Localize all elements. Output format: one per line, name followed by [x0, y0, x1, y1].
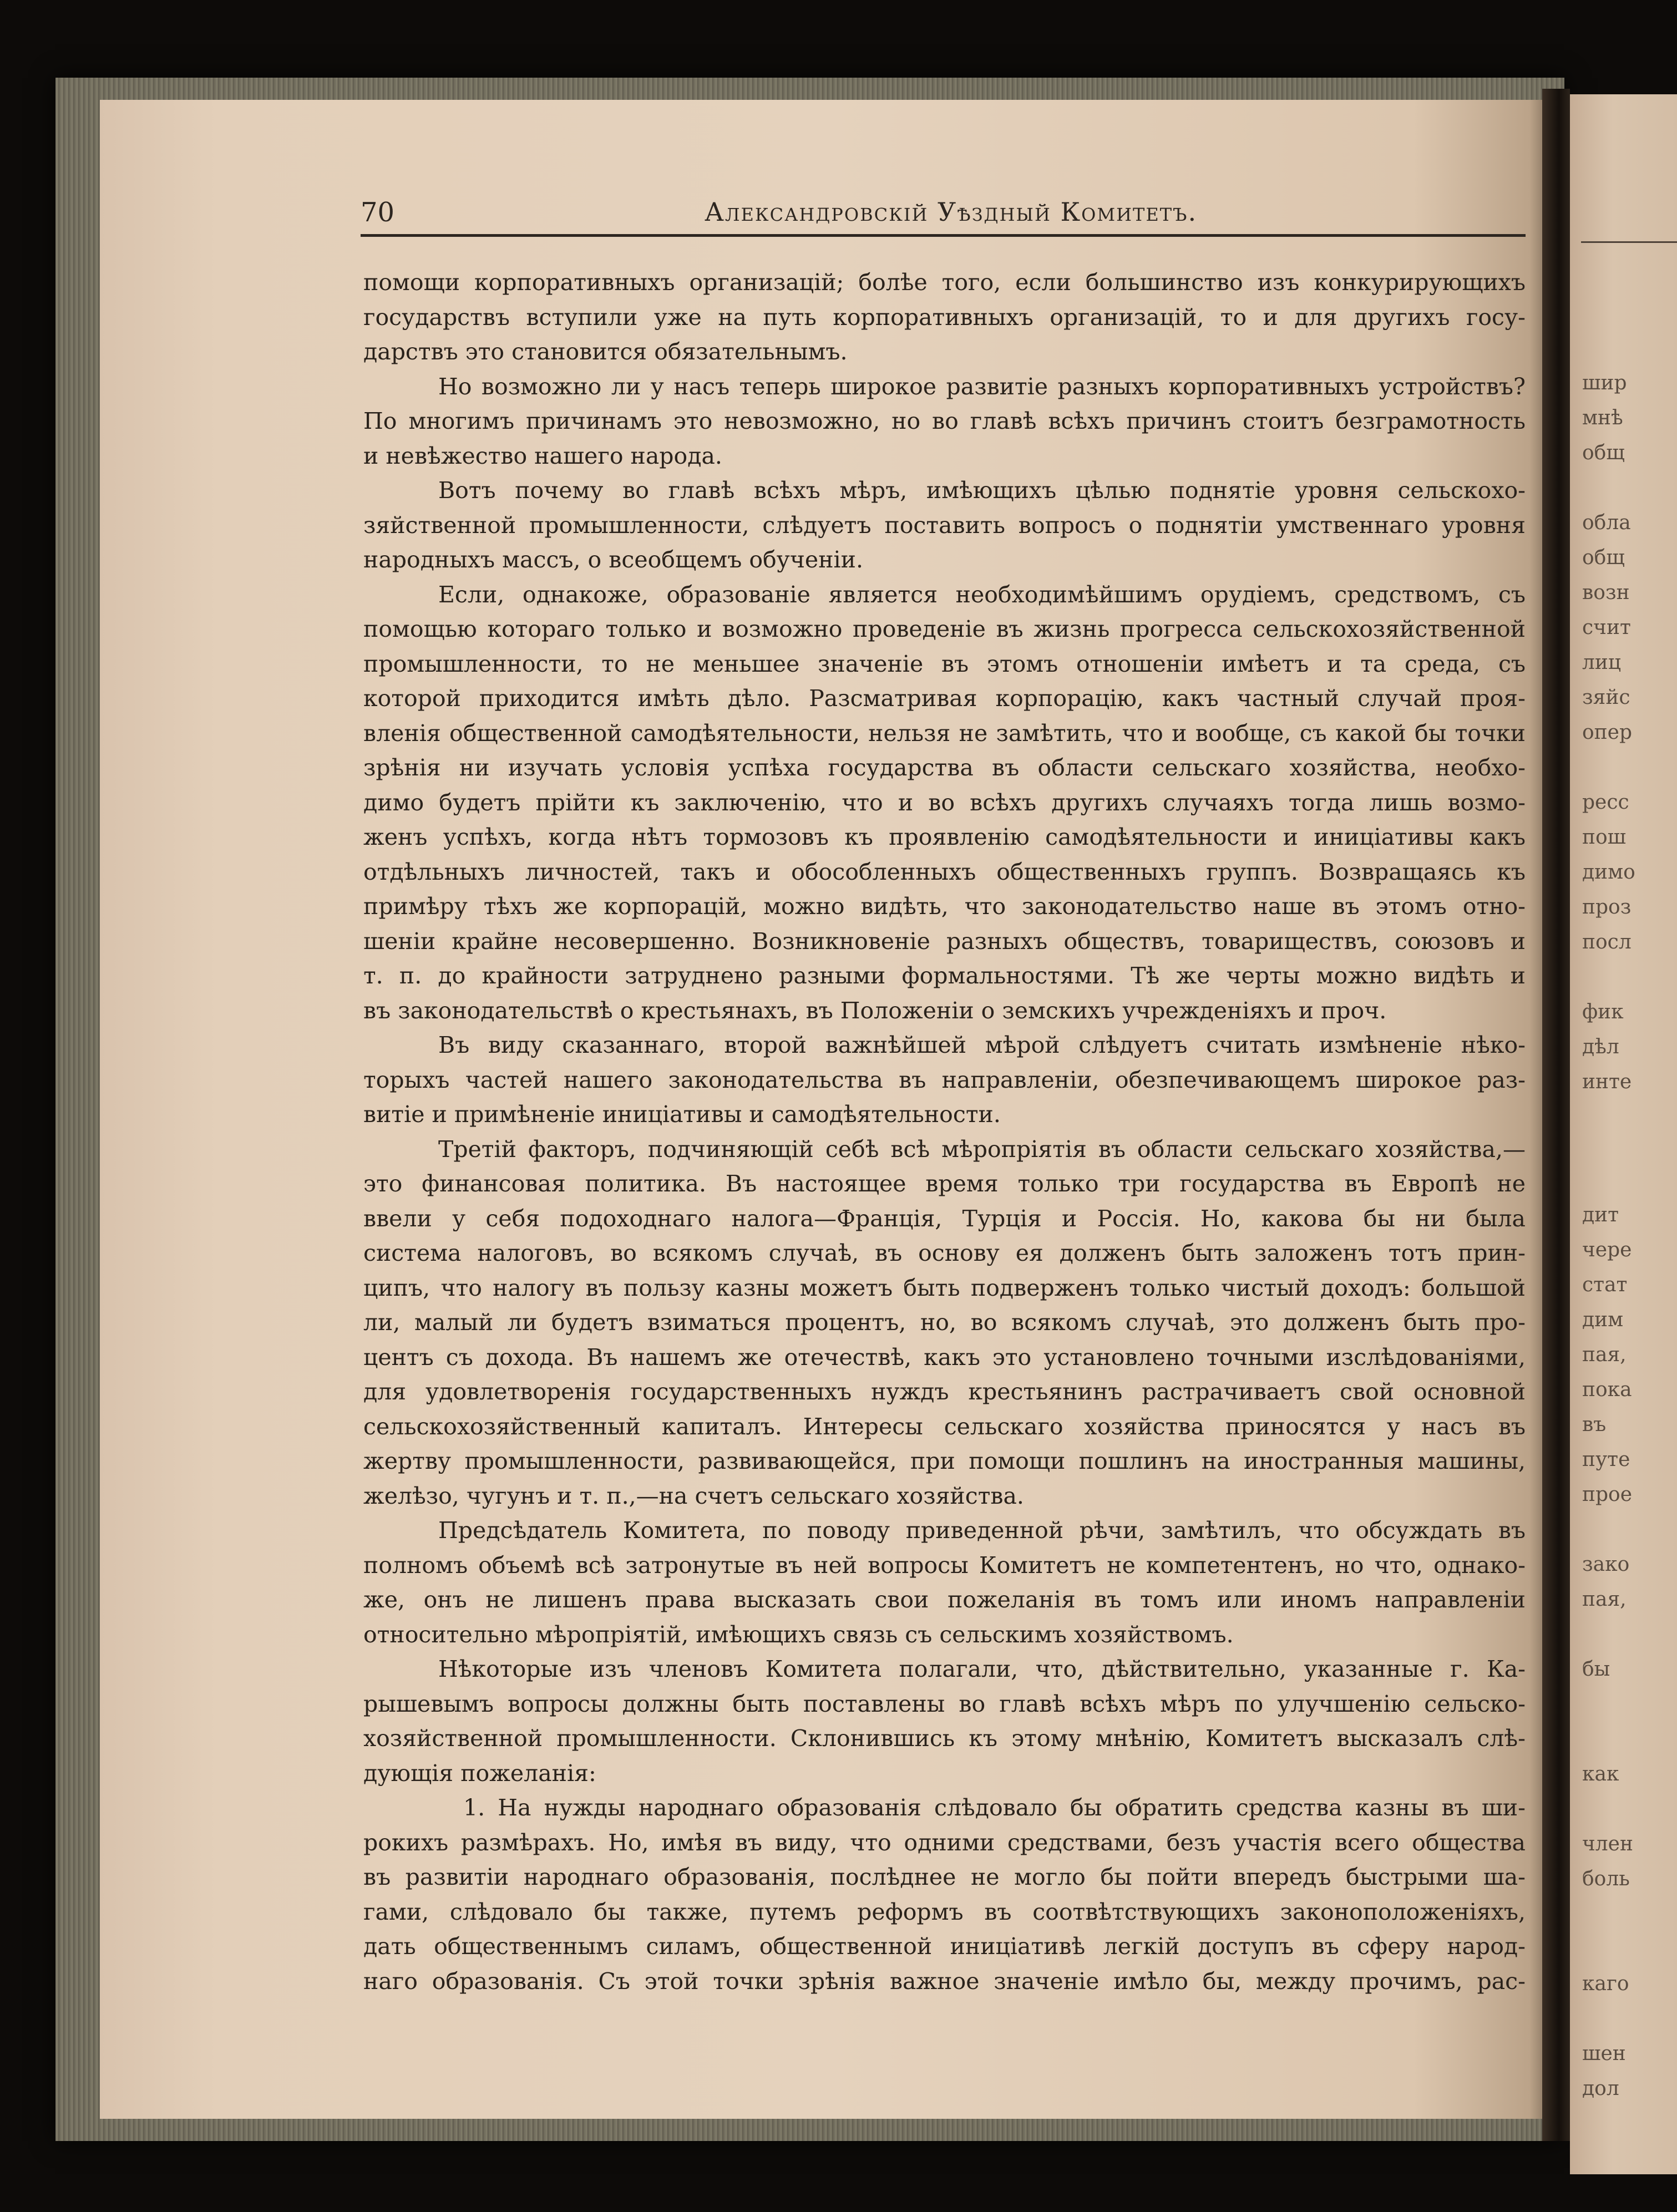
next-page-fragment: посл [1582, 931, 1632, 953]
text-line: помощью котораго только и возможно проведеніе въ жизнь прогресса сельскохозяйственной [363, 616, 1526, 642]
next-page-fragment: обла [1582, 511, 1631, 534]
text-line: отдѣльныхъ личностей, такъ и обособленныхъ общественныхъ группъ. Возвращаясь къ [363, 858, 1526, 885]
text-line: Но возможно ли у насъ теперь широкое развитіе разныхъ корпоративныхъ устройствъ? [438, 373, 1526, 400]
text-line: народныхъ массъ, о всеобщемъ обученіи. [363, 546, 863, 573]
text-line: помощи корпоративныхъ организацій; болѣе того, если большинство изъ конкурирующихъ [363, 269, 1526, 296]
next-page-fragment: въ [1582, 1413, 1607, 1436]
paragraph [363, 1513, 1526, 1652]
text-line: Если, однакоже, образованіе является необходимѣйшимъ орудіемъ, средствомъ, съ [438, 581, 1526, 608]
text-line: для удовлетворенія государственныхъ нуждъ крестьянинъ растрачиваетъ свой основной [363, 1378, 1526, 1405]
text-line: которой приходится имѣть дѣло. Разсматривая корпорацію, какъ частный случай проя- [363, 685, 1526, 712]
next-page-fragment: член [1582, 1833, 1633, 1855]
text-line: димо будетъ прійти къ заключенію, что и во всѣхъ другихъ случаяхъ тогда лишь возмо- [363, 789, 1526, 816]
next-page-fragment: фик [1582, 1001, 1624, 1023]
text-line: ли, малый ли будетъ взиматься процентъ, но, во всякомъ случаѣ, это долженъ быть про- [363, 1309, 1526, 1336]
next-page-fragment: пош [1582, 826, 1627, 849]
text-line: вленія общественной самодѣятельности, нельзя не замѣтить, что и вообще, съ какой бы точки [363, 719, 1526, 747]
next-page-fragment: дим [1582, 1308, 1624, 1331]
next-page-fragment: общ [1582, 546, 1625, 569]
text-line: относительно мѣропріятій, имѣющихъ связь съ сельскимъ хозяйствомъ. [363, 1621, 1234, 1648]
text-line: дарствъ это становится обязательнымъ. [363, 338, 848, 365]
text-line: же, онъ не лишенъ права высказать свои пожеланія въ томъ или иномъ направленіи [363, 1586, 1526, 1613]
next-page-header-rule [1581, 241, 1677, 243]
text-line: Нѣкоторые изъ членовъ Комитета полагали, что, дѣйствительно, указанные г. Ка- [438, 1656, 1526, 1682]
next-page-fragment: чере [1582, 1239, 1632, 1261]
text-line: въ законодательствѣ о крестьянахъ, въ Положеніи о земскихъ учрежденіяхъ и проч. [363, 997, 1387, 1024]
text-line: женъ успѣхъ, когда нѣтъ тормозовъ къ проявленію самодѣятельности и иниціативы какъ [363, 824, 1526, 850]
text-line: витіе и примѣненіе иниціативы и самодѣятельности. [363, 1101, 1001, 1128]
next-page-fragment: счит [1582, 616, 1631, 639]
next-page-fragment: инте [1582, 1071, 1632, 1093]
text-line: хозяйственной промышленности. Склонившись къ этому мнѣнію, Комитетъ высказалъ слѣ- [363, 1725, 1526, 1752]
text-line: въ развитіи народнаго образованія, послѣднее не могло бы пойти впередъ быстрыми ша- [363, 1864, 1526, 1890]
text-line: рышевымъ вопросы должны быть поставлены во главѣ всѣхъ мѣръ по улучшенію сельско- [363, 1690, 1526, 1717]
next-page-fragment: мнѣ [1582, 407, 1623, 429]
next-page-fragment: опер [1582, 721, 1633, 744]
text-line: По многимъ причинамъ это невозможно, но во главѣ всѣхъ причинъ стоитъ безграмотность [363, 408, 1526, 434]
next-page-fragment: димо [1582, 861, 1635, 884]
text-line: полномъ объемѣ всѣ затронутые въ ней вопросы Комитетъ не компетентенъ, но что, однако- [363, 1551, 1526, 1579]
text-line: зрѣнія ни изучать условія успѣха государства въ области сельскаго хозяйства, необхо- [363, 754, 1526, 781]
paragraph [363, 1132, 1526, 1514]
text-line: зяйственной промышленности, слѣдуетъ поставить вопросъ о поднятіи умственнаго уровня [363, 511, 1526, 539]
text-line: торыхъ частей нашего законодательства въ направленіи, обезпечивающемъ широкое раз- [363, 1066, 1526, 1093]
next-page-fragment: как [1582, 1763, 1619, 1785]
next-page-fragment: пока [1582, 1378, 1632, 1401]
text-line: промышленности, то не меньшее значеніе въ этомъ отношеніи имѣетъ и та среда, съ [363, 650, 1526, 677]
text-line: шеніи крайне несовершенно. Возникновеніе разныхъ обществъ, товариществъ, союзовъ и [363, 927, 1526, 955]
text-line: сельскохозяйственный капиталъ. Интересы сельскаго хозяйства приносятся у насъ въ [363, 1413, 1526, 1440]
paragraph [363, 1028, 1526, 1132]
header-rule [361, 234, 1526, 237]
paragraph [363, 1790, 1526, 1998]
text-line: примѣру тѣхъ же корпорацій, можно видѣть, что законодательство наше въ этомъ отно- [363, 893, 1526, 920]
running-header [361, 197, 1526, 236]
body-text [363, 265, 1526, 1998]
text-line: это финансовая политика. Въ настоящее время только три государства въ Европѣ не [363, 1170, 1526, 1197]
text-line: желѣзо, чугунъ и т. п.,—на счетъ сельскаго хозяйства. [363, 1482, 1024, 1509]
next-page-fragment: дит [1582, 1204, 1619, 1226]
next-page-fragment: пая, [1582, 1343, 1627, 1366]
text-line: жертву промышленности, развивающейся, при помощи пошлинъ на иностранныя машины, [363, 1448, 1526, 1474]
page-number: 70 [361, 197, 395, 228]
text-line: дать общественнымъ силамъ, общественной иниціативѣ легкій доступъ въ сферу народ- [363, 1933, 1526, 1960]
next-page-fragment: зако [1582, 1553, 1630, 1576]
text-line: Вотъ почему во главѣ всѣхъ мѣръ, имѣющихъ цѣлью поднятіе уровня сельскохо- [438, 477, 1526, 504]
paragraph [363, 1652, 1526, 1790]
paragraph [363, 265, 1526, 369]
next-page-edge [1570, 94, 1677, 2174]
paragraph [363, 369, 1526, 474]
text-line: рокихъ размѣрахъ. Но, имѣя въ виду, что одними средствами, безъ участія всего общества [363, 1829, 1526, 1856]
text-line: Въ виду сказаннаго, второй важнѣйшей мѣрой слѣдуетъ считать измѣненіе нѣко- [438, 1032, 1526, 1058]
next-page-fragment: проз [1582, 896, 1632, 919]
text-line: гами, слѣдовало бы также, путемъ реформъ въ соотвѣтствующихъ законоположеніяхъ, [363, 1898, 1526, 1925]
text-line: ципъ, что налогу въ пользу казны можетъ быть подверженъ только чистый доходъ: большой [363, 1274, 1526, 1301]
text-line: наго образованія. Съ этой точки зрѣнія важное значеніе имѣло бы, между прочимъ, рас- [363, 1967, 1526, 1995]
text-line: государствъ вступили уже на путь корпоративныхъ организацій, то и для другихъ госу- [363, 303, 1526, 331]
next-page-fragment: возн [1582, 581, 1630, 604]
next-page-fragment: путе [1582, 1448, 1630, 1471]
next-page-fragment: шир [1582, 372, 1627, 394]
text-line: т. п. до крайности затруднено разными формальностями. Тѣ же черты можно видѣть и [363, 962, 1526, 989]
text-line: центъ съ дохода. Въ нашемъ же отечествѣ, какъ это установлено точными изслѣдованіями, [363, 1343, 1526, 1371]
book-gutter [1542, 89, 1570, 2141]
next-page-fragment: пая, [1582, 1588, 1627, 1611]
next-page-fragment: прое [1582, 1483, 1633, 1506]
next-page-fragment: шен [1582, 2042, 1626, 2065]
next-page-fragment: стат [1582, 1274, 1628, 1296]
next-page-fragment: каго [1582, 1972, 1629, 1995]
text-line: 1. На нужды народнаго образованія слѣдовало бы обратить средства казны въ ши- [463, 1794, 1526, 1821]
text-line: ввели у себя подоходнаго налога—Франція, Турція и Россія. Но, какова бы ни была [363, 1205, 1526, 1232]
text-line: Предсѣдатель Комитета, по поводу приведенной рѣчи, замѣтилъ, что обсуждать въ [438, 1517, 1526, 1544]
running-title: Александровскій Уѣздный Комитетъ. [705, 197, 1198, 227]
text-line: Третій факторъ, подчиняющій себѣ всѣ мѣропріятія въ области сельскаго хозяйства,— [438, 1135, 1526, 1163]
next-page-fragment: дѣл [1582, 1036, 1619, 1058]
next-page-fragment: дол [1582, 2077, 1619, 2100]
next-page-fragment: бы [1582, 1658, 1610, 1681]
next-page-fragment: общ [1582, 442, 1625, 464]
next-page-fragment: боль [1582, 1868, 1630, 1890]
paragraph [363, 577, 1526, 1028]
text-line: дующія пожеланія: [363, 1759, 596, 1787]
next-page-fragment: ресс [1582, 791, 1629, 814]
next-page-fragment: лиц [1582, 651, 1622, 674]
next-page-fragment: зяйс [1582, 686, 1630, 709]
text-line: система налоговъ, во всякомъ случаѣ, въ основу ея долженъ быть заложенъ тотъ прин- [363, 1240, 1526, 1266]
text-line: и невѣжество нашего народа. [363, 442, 722, 469]
paragraph [363, 473, 1526, 577]
